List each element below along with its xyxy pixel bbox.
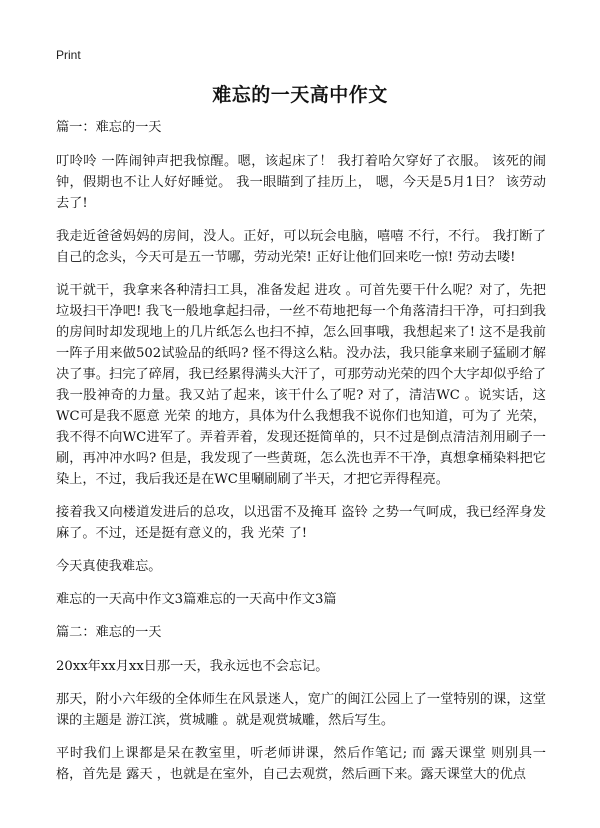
paragraph: 我走近爸爸妈妈的房间，没人。正好，可以玩会电脑，嘻嘻 不行，不行。 我打断了自己的念头，今天可是五一节哪，劳动光荣! 正好让他们回来吃一惊! 劳动去喽! <box>56 229 546 265</box>
print-link[interactable]: Print <box>56 48 81 62</box>
paragraph: 那天，附小六年级的全体师生在风景迷人，宽广的闽江公园上了一堂特别的课，这堂课的主题是 游江滨，赏城雕 。就是观赏城雕，然后写生。 <box>56 692 546 728</box>
collection-title-line: 难忘的一天高中作文3篇难忘的一天高中作文3篇 <box>56 592 337 607</box>
paragraph: 20xx年xx月xx日那一天，我永远也不会忘记。 <box>56 659 329 674</box>
paragraph: 说干就干，我拿来各种清扫工具，准备发起 进攻 。可首先要干什么呢？对了，先把垃圾扫干净吧! 我飞一般地拿起扫帚，一丝不苟地把每一个角落清扫干净，可扫到我的房间时却发现地上的几片纸怎么也扫不掉，怎么回事哦，我想起来了! 这不是我前一阵子用来做502试验品的纸吗? 怪不得这么粘。没办法，我只能拿来刷子猛刷才解决了事。扫完了碎屑，我已经累得满头大汗了，可那劳动光荣的四个大字却似乎给了我一股神奇的力量。我又站了起来，该干什么了呢? 对了，清洁WC 。说实话，这WC可是我不愿意 光荣 的地方，具体为什么我想我不说你们也知道，可为了 光荣，我不得不向WC进军了。弄着弄着，发现还挺简单的，只不过是倒点清洁剂用刷子一刷，再冲冲水吗? 但是，我发现了一些黄斑，怎么洗也弄不干净，真想拿桶染料把它染上，不过，我后我还是在WC里唰刷刷了半天，才把它弄得程亮。 <box>56 283 546 487</box>
paragraph: 今天真使我难忘。 <box>56 559 162 574</box>
section-heading-1: 篇一：难忘的一天 <box>56 120 162 135</box>
paragraph: 叮呤呤 一阵闹钟声把我惊醒。嗯，该起床了！ 我打着哈欠穿好了衣服。 该死的闹钟，假期也不让人好好睡觉。 我一眼瞄到了挂历上， 嗯，今天是5月1日？ 该劳动去了! <box>56 154 546 211</box>
article-body <box>56 117 546 797</box>
section-heading-2: 篇二：难忘的一天 <box>56 625 162 640</box>
page-title: 难忘的一天高中作文 <box>212 84 388 106</box>
paragraph: 平时我们上课都是呆在教室里，听老师讲课，然后作笔记; 而 露天课堂 则别具一格，首先是 露天 ，也就是在室外，自己去观赏，然后画下来。露天课堂大的优点 <box>56 746 546 782</box>
paragraph: 接着我又向楼道发进后的总攻，以迅雷不及掩耳 盗铃 之势一气呵成，我已经浑身发麻了。不过，还是挺有意义的，我 光荣 了! <box>56 505 546 541</box>
